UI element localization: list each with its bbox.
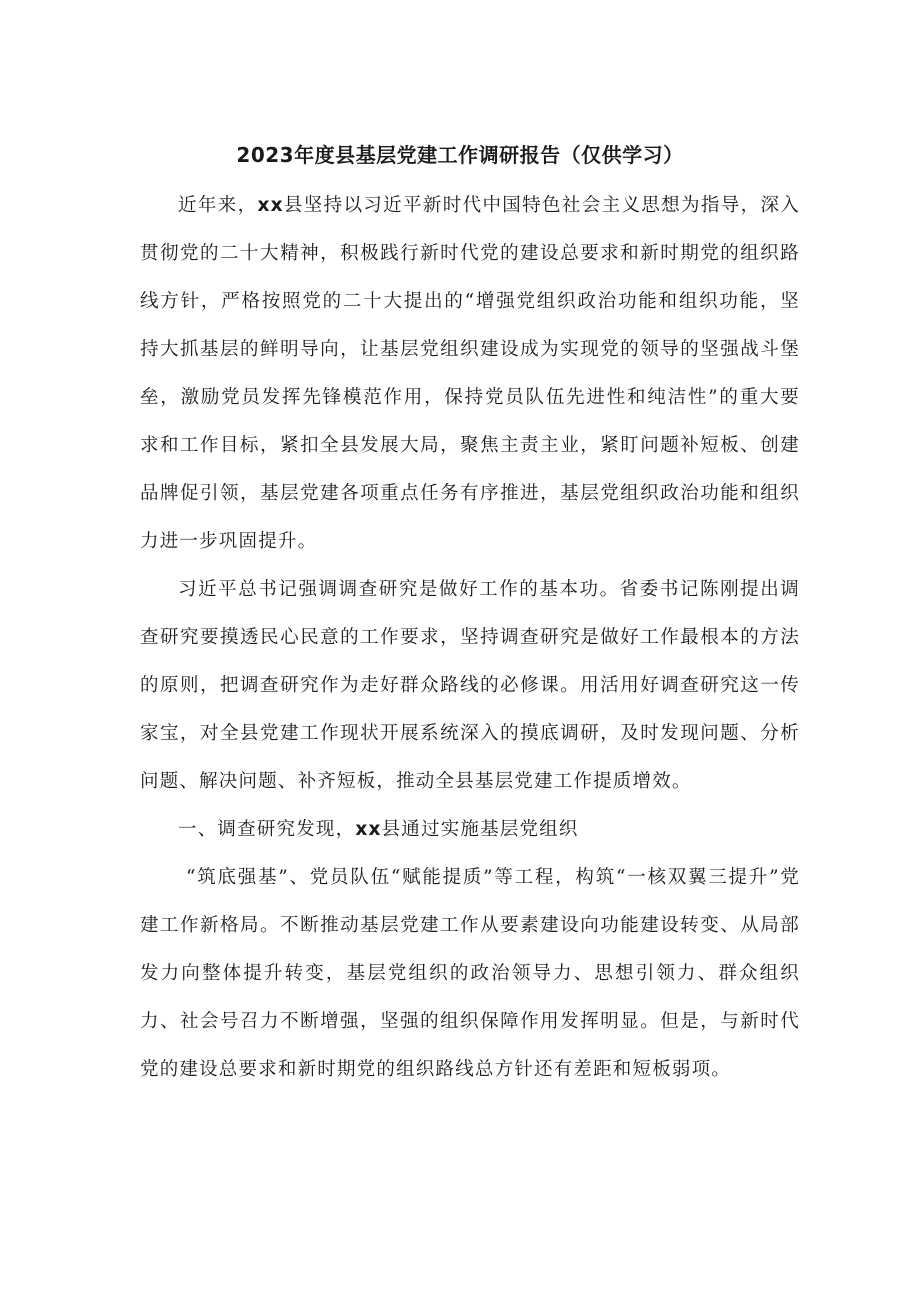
document-title: 2023年度县基层党建工作调研报告（仅供学习） bbox=[236, 143, 684, 167]
paragraph-findings: “筑底强基”、党员队伍“赋能提质”等工程，构筑“一核双翼三提升”党建工作新格局。不断推动基层党建工作从要素建设向功能建设转变、从局部发力向整体提升转变，基层党组织的政治领导力、思想引领力、群众组织力、社会号召力不断增强，坚强的组织保障作用发挥明显。但是，与新时代党的建设总要求和新时期党的组织路线总方针还有差距和短板弱项。 bbox=[140, 867, 800, 1080]
section-heading-findings: 一、调查研究发现，xx县通过实施基层党组织 bbox=[178, 819, 579, 840]
paragraph-research: 习近平总书记强调调查研究是做好工作的基本功。省委书记陈刚提出调查研究要摸透民心民意的工作要求，坚持调查研究是做好工作最根本的方法的原则，把调查研究作为走好群众路线的必修课。用活用好调查研究这一传家宝，对全县党建工作现状开展系统深入的摸底调研，及时发现问题、分析问题、解决问题、补齐短板，推动全县基层党建工作提质增效。 bbox=[140, 579, 800, 792]
paragraph-intro: 近年来，xx县坚持以习近平新时代中国特色社会主义思想为指导，深入贯彻党的二十大精神，积极践行新时代党的建设总要求和新时期党的组织路线方针，严格按照党的二十大提出的“增强党组织政治功能和组织功能，坚持大抓基层的鲜明导向，让基层党组织建设成为实现党的领导的坚强战斗堡垒，激励党员发挥先锋模范作用，保持党员队伍先进性和纯洁性”的重大要求和工作目标，紧扣全县发展大局，聚焦主责主业，紧盯问题补短板、创建品牌促引领，基层党建各项重点任务有序推进，基层党组织政治功能和组织力进一步巩固提升。 bbox=[140, 195, 800, 552]
